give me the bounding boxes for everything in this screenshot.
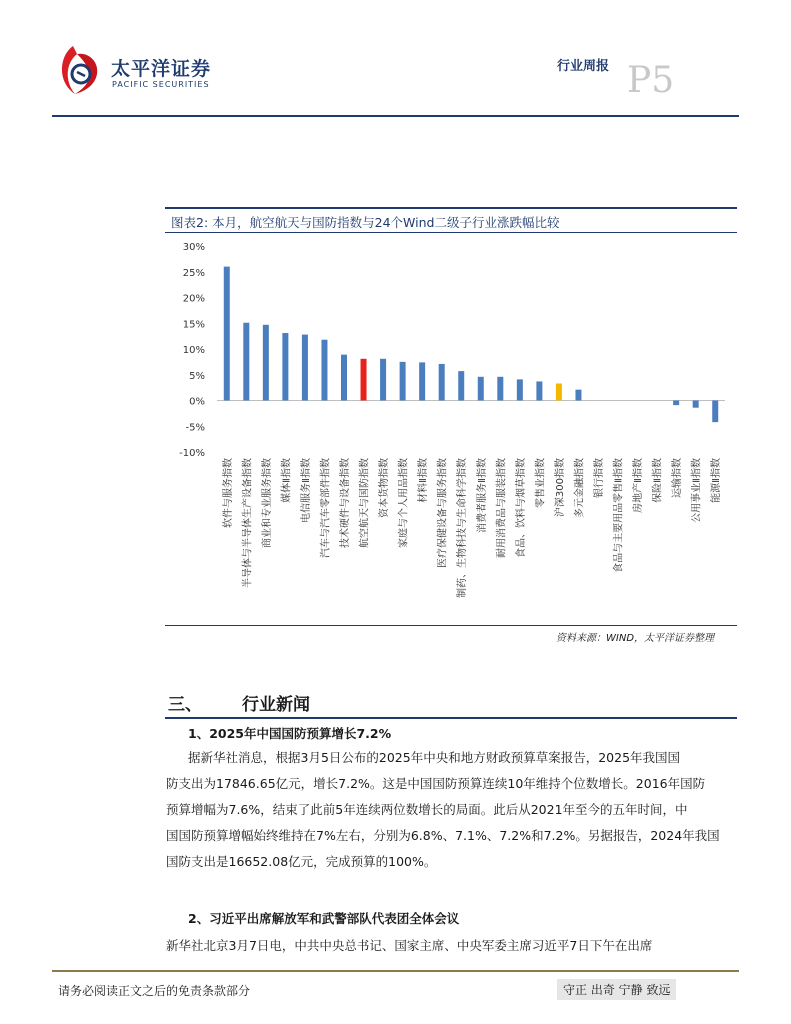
paragraph-line: 新华社北京3月7日电，中共中央总书记、国家主席、中央军委主席习近平7日下午在出席 — [166, 938, 653, 953]
y-tick-label: 15% — [182, 319, 205, 331]
x-tick-label: 公用事业Ⅱ指数 — [691, 458, 703, 523]
bar — [575, 390, 581, 401]
y-tick-label: 25% — [182, 267, 205, 279]
section-title: 行业新闻 — [242, 695, 310, 715]
figure-title: 图表2: 本月，航空航天与国防指数与24个Wind二级子行业涨跌幅比较 — [171, 215, 560, 230]
x-tick-label: 银行指数 — [594, 458, 605, 498]
x-tick-label: 消费者服务Ⅱ指数 — [476, 458, 488, 533]
figure-source: 资料来源：WIND，太平洋证券整理 — [556, 633, 715, 644]
x-tick-label: 耐用消费品与服装指数 — [496, 458, 508, 558]
company-name-cn: 太平洋证券 — [111, 58, 212, 80]
paragraph-line: 国防支出是16652.08亿元，完成预算的100%。 — [166, 854, 437, 869]
bar — [439, 364, 445, 401]
logo-mark-icon — [55, 42, 105, 102]
x-tick-label: 能源Ⅱ指数 — [711, 458, 723, 503]
x-tick-label: 材料Ⅱ指数 — [418, 458, 430, 503]
y-tick-label: 10% — [182, 345, 205, 356]
bar — [302, 335, 308, 401]
bar — [380, 359, 386, 401]
bar — [693, 401, 699, 408]
x-tick-label: 多元金融指数 — [574, 458, 586, 518]
y-tick-label: 0% — [189, 396, 205, 408]
y-tick-label: -10% — [179, 448, 205, 459]
header-divider — [52, 115, 739, 117]
x-tick-label: 媒体Ⅱ指数 — [281, 458, 293, 503]
bar — [517, 379, 523, 400]
news-title: 1、2025年中国国防预算增长7.2% — [188, 726, 392, 741]
x-tick-label: 保险Ⅱ指数 — [652, 457, 664, 503]
x-tick-label: 汽车与汽车零部件指数 — [320, 458, 332, 558]
news-title: 2、习近平出席解放军和武警部队代表团全体会议 — [188, 911, 460, 926]
x-tick-label: 沪深300指数 — [554, 458, 566, 518]
paragraph-line: 国国防预算增幅始终维持在7%左右，分别为6.8%、7.1%、7.2%和7.2%。另据报告，2024年我国 — [166, 828, 720, 843]
x-tick-label: 食品、饮料与烟草指数 — [515, 458, 527, 558]
bar-chart — [165, 238, 737, 623]
news-paragraph — [166, 745, 738, 875]
section-number: 三、 — [168, 695, 202, 715]
footer-motto: 守正 出奇 宁静 致远 — [557, 979, 676, 1000]
bar — [712, 401, 718, 423]
bar — [224, 267, 230, 401]
x-tick-label: 航空航天与国防指数 — [359, 458, 371, 548]
x-tick-label: 房地产Ⅱ指数 — [633, 457, 645, 513]
bar — [321, 340, 327, 401]
bar — [458, 371, 464, 400]
bar — [673, 401, 679, 406]
y-tick-label: 20% — [182, 293, 205, 305]
section-divider — [165, 717, 737, 719]
news-paragraph — [166, 933, 738, 959]
x-tick-label: 零售业指数 — [535, 458, 547, 508]
bar — [556, 384, 562, 401]
x-tick-label: 电信服务Ⅱ指数 — [300, 458, 312, 523]
bar — [263, 325, 269, 401]
x-tick-label: 家庭与个人用品指数 — [398, 458, 410, 548]
y-tick-label: 30% — [182, 242, 205, 253]
x-tick-label: 医疗保健设备与服务指数 — [437, 458, 449, 568]
bar — [243, 323, 249, 401]
source-divider — [165, 625, 737, 626]
y-tick-label: 5% — [189, 370, 205, 382]
document-type: 行业周报 — [557, 59, 610, 74]
bar — [361, 359, 367, 401]
x-tick-label: 技术硬件与设备指数 — [340, 458, 351, 548]
x-tick-label: 资本货物指数 — [379, 458, 391, 518]
bar — [497, 377, 503, 401]
bar — [478, 377, 484, 401]
footer-disclaimer: 请务必阅读正文之后的免责条款部分 — [58, 984, 251, 998]
paragraph-line: 预算增幅为7.6%，结束了此前5年连续两位数增长的局面。此后从2021年至今的五年时间，中 — [166, 802, 688, 817]
bar — [400, 362, 406, 401]
x-tick-label: 软件与服务指数 — [222, 458, 234, 528]
y-tick-label: -5% — [185, 422, 205, 434]
paragraph-line: 防支出为17846.65亿元，增长7.2%。这是中国国防预算连续10年维持个位数增长。2016年国防 — [166, 776, 706, 791]
paragraph-line: 据新华社消息，根据3月5日公布的2025年中央和地方财政预算草案报告，2025年我国国 — [188, 750, 681, 765]
x-tick-label: 半导体与半导体生产设备指数 — [242, 458, 254, 588]
footer-divider — [52, 970, 739, 972]
bar — [341, 355, 347, 401]
bar — [419, 362, 425, 400]
x-tick-label: 食品与主要用品零售Ⅱ指数 — [613, 458, 625, 573]
bar — [536, 381, 542, 400]
bar — [282, 333, 288, 400]
page-number: P5 — [627, 60, 675, 101]
company-name-en: PACIFIC SECURITIES — [112, 80, 210, 89]
x-tick-label: 运输指数 — [672, 458, 684, 498]
company-logo — [55, 42, 215, 102]
x-tick-label: 制药、生物科技与生命科学指数 — [457, 458, 469, 598]
figure-title-bar — [165, 207, 737, 233]
x-tick-label: 商业和专业服务指数 — [261, 458, 273, 548]
